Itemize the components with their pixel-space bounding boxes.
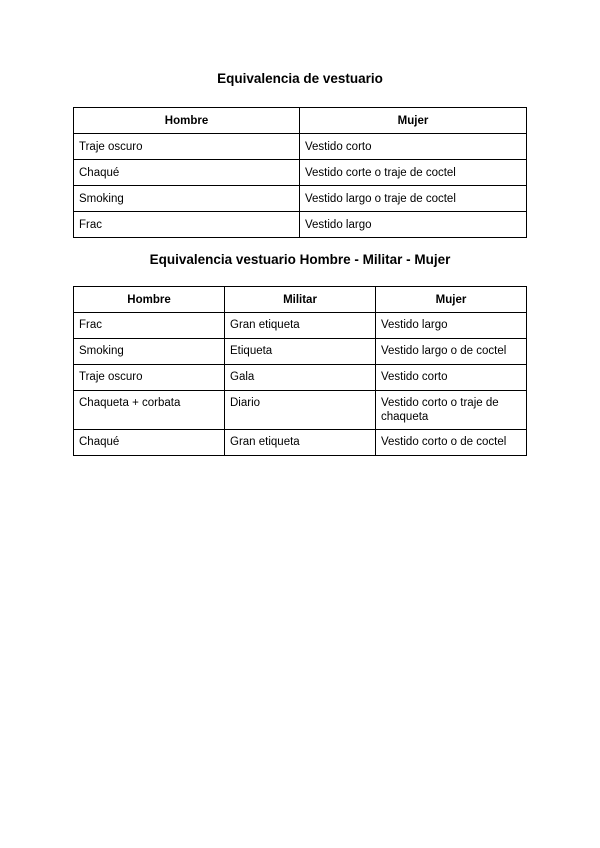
table-row (74, 212, 527, 238)
cell-hombre: Chaqueta + corbata (74, 391, 225, 430)
clothing-equivalence-table (73, 107, 527, 238)
table2-title: Equivalencia vestuario Hombre - Militar - Mujer (149, 252, 451, 267)
cell-militar: Gran etiqueta (225, 313, 376, 339)
table-header-row (74, 287, 527, 313)
cell-militar: Gala (225, 365, 376, 391)
cell-hombre: Chaqué (74, 160, 300, 186)
header-hombre: Hombre (74, 108, 300, 134)
header-mujer: Mujer (376, 287, 527, 313)
cell-mujer: Vestido largo (376, 313, 527, 339)
cell-hombre: Frac (74, 313, 225, 339)
table-row (74, 339, 527, 365)
cell-mujer: Vestido corto (376, 365, 527, 391)
cell-hombre: Frac (74, 212, 300, 238)
cell-militar: Gran etiqueta (225, 430, 376, 456)
header-militar: Militar (225, 287, 376, 313)
cell-mujer: Vestido corte o traje de coctel (300, 160, 527, 186)
header-mujer: Mujer (300, 108, 527, 134)
table1-title: Equivalencia de vestuario (217, 71, 383, 86)
cell-mujer: Vestido largo (300, 212, 527, 238)
cell-hombre: Traje oscuro (74, 134, 300, 160)
cell-mujer: Vestido corto o de coctel (376, 430, 527, 456)
table-row (74, 365, 527, 391)
cell-militar: Diario (225, 391, 376, 430)
cell-hombre: Smoking (74, 186, 300, 212)
cell-militar: Etiqueta (225, 339, 376, 365)
cell-hombre: Smoking (74, 339, 225, 365)
cell-mujer: Vestido corto (300, 134, 527, 160)
clothing-military-equivalence-table (73, 286, 527, 456)
table-row (74, 430, 527, 456)
table-row (74, 391, 527, 430)
table-header-row (74, 108, 527, 134)
cell-hombre: Traje oscuro (74, 365, 225, 391)
table-row (74, 160, 527, 186)
cell-mujer: Vestido corto o traje de chaqueta (376, 391, 527, 430)
cell-mujer: Vestido largo o de coctel (376, 339, 527, 365)
table-row (74, 134, 527, 160)
table-row (74, 313, 527, 339)
table-row (74, 186, 527, 212)
cell-hombre: Chaqué (74, 430, 225, 456)
header-hombre: Hombre (74, 287, 225, 313)
cell-mujer: Vestido largo o traje de coctel (300, 186, 527, 212)
